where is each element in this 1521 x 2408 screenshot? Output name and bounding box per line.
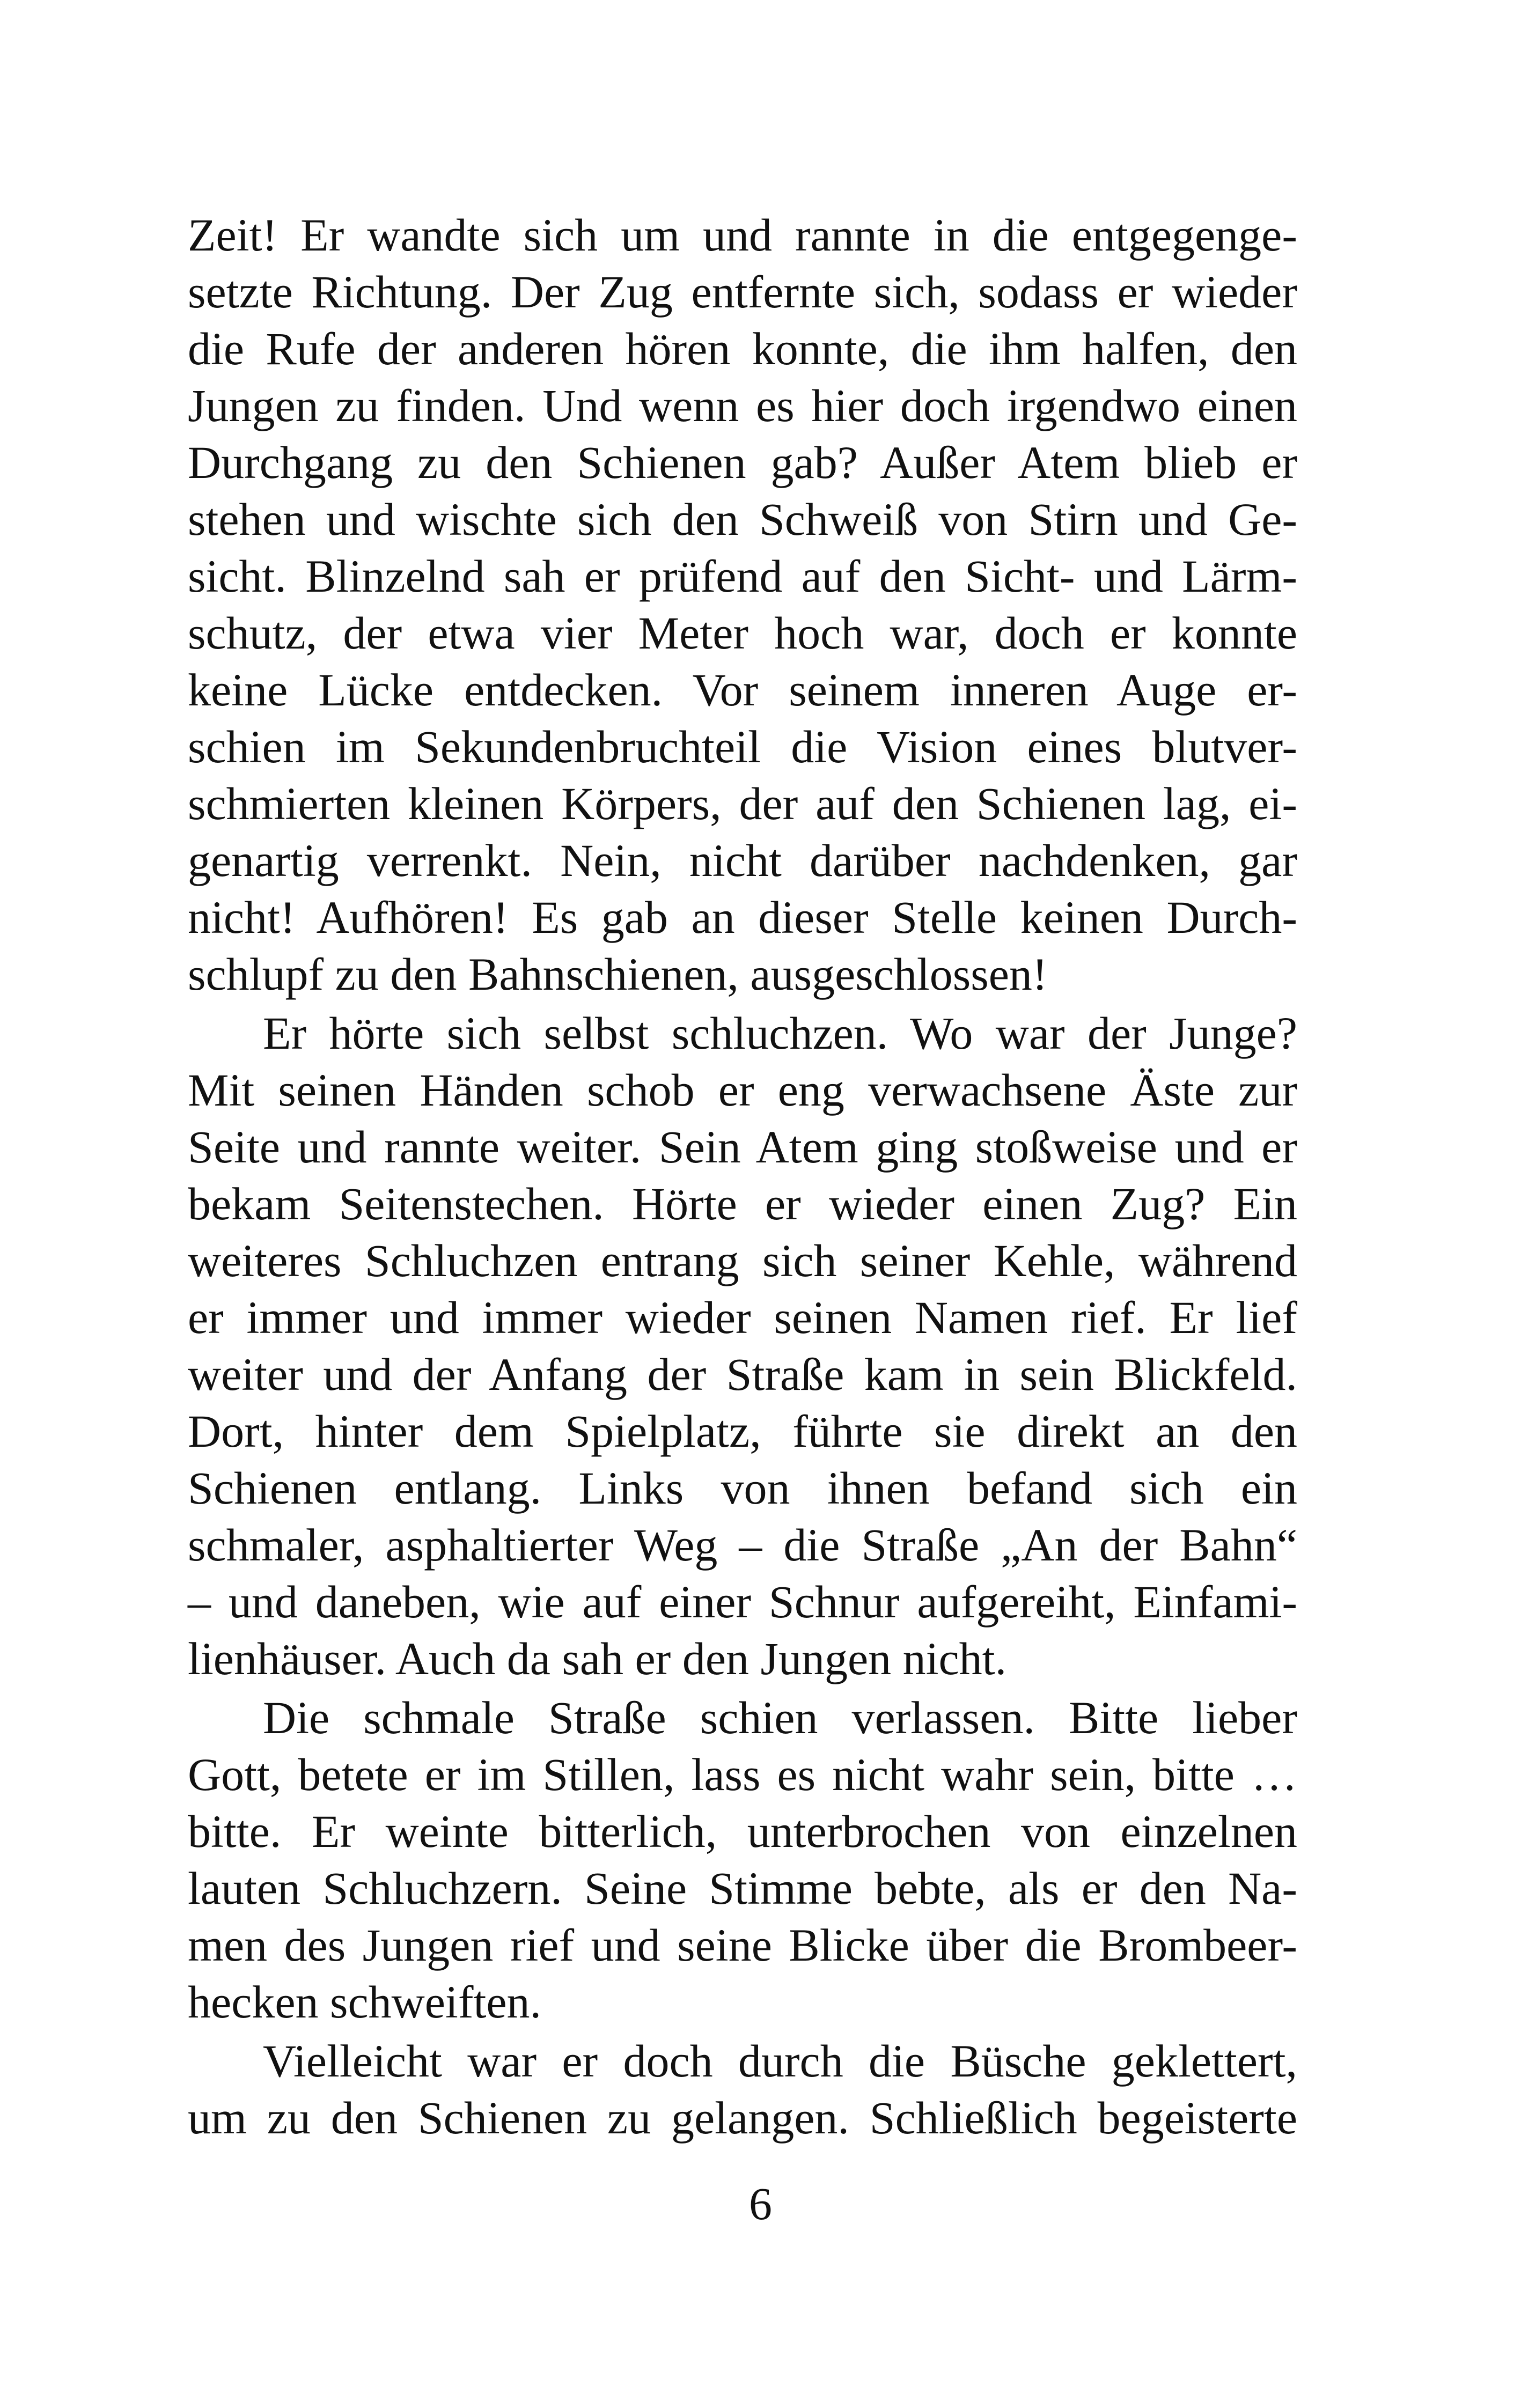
text-line: bekam Seitenstechen. Hörte er wieder einen Zug? Ein [188, 1178, 1297, 1229]
text-line: bitte. Er weinte bitterlich, unterbrochen von einzelnen [188, 1806, 1297, 1857]
text-line: sicht. Blinzelnd sah er prüfend auf den Sicht- und Lärm- [188, 550, 1297, 602]
text-line: Dort, hinter dem Spielplatz, führte sie direkt an den [188, 1405, 1297, 1457]
text-line: – und daneben, wie auf einer Schnur aufgereiht, Einfami- [188, 1576, 1297, 1628]
text-line: setzte Richtung. Der Zug entfernte sich, sodass er wieder [188, 266, 1297, 318]
text-line: er immer und immer wieder seinen Namen rief. Er lief [188, 1292, 1297, 1343]
text-line: die Rufe der anderen hören konnte, die ihm halfen, den [188, 323, 1297, 374]
text-line: schutz, der etwa vier Meter hoch war, doch er konnte [188, 607, 1297, 659]
text-line: schmierten kleinen Körpers, der auf den Schienen lag, ei- [188, 778, 1297, 829]
text-line: Schienen entlang. Links von ihnen befand sich ein [188, 1462, 1297, 1514]
text-line: stehen und wischte sich den Schweiß von Stirn und Ge- [188, 494, 1297, 545]
text-line: schlupf zu den Bahnschienen, ausgeschlossen! [188, 948, 1048, 1000]
text-line: Gott, betete er im Stillen, lass es nicht wahr sein, bitte … [188, 1749, 1297, 1800]
page-number: 6 [749, 2178, 772, 2229]
text-line: Seite und rannte weiter. Sein Atem ging stoßweise und er [188, 1121, 1297, 1173]
text-line: weiteres Schluchzen entrang sich seiner Kehle, während [188, 1235, 1297, 1286]
text-line: nicht! Aufhören! Es gab an dieser Stelle keinen Durch- [188, 892, 1297, 943]
text-line: hecken schweiften. [188, 1976, 542, 2028]
text-line: keine Lücke entdecken. Vor seinem inneren Auge er- [188, 664, 1297, 716]
text-line: weiter und der Anfang der Straße kam in sein Blickfeld. [188, 1349, 1297, 1400]
text-line: schien im Sekundenbruchteil die Vision eines blutver- [188, 721, 1297, 772]
body-text [188, 207, 1297, 2146]
text-line: Zeit! Er wandte sich um und rannte in die entgegenge- [188, 209, 1297, 261]
text-line: men des Jungen rief und seine Blicke über die Brombeer- [188, 1919, 1297, 1971]
text-line: Mit seinen Händen schob er eng verwachsene Äste zur [188, 1064, 1297, 1116]
text-line: lauten Schluchzern. Seine Stimme bebte, als er den Na- [188, 1862, 1297, 1914]
text-line: Die schmale Straße schien verlassen. Bitte lieber [263, 1692, 1297, 1743]
text-line: genartig verrenkt. Nein, nicht darüber nachdenken, gar [188, 835, 1297, 886]
text-line: lienhäuser. Auch da sah er den Jungen nicht. [188, 1633, 1007, 1684]
text-line: Vielleicht war er doch durch die Büsche geklettert, [263, 2035, 1297, 2087]
text-line: um zu den Schienen zu gelangen. Schließlich begeisterte [188, 2092, 1297, 2144]
text-line: schmaler, asphaltierter Weg – die Straße „An der Bahn“ [188, 1519, 1297, 1571]
text-line: Durchgang zu den Schienen gab? Außer Atem blieb er [188, 437, 1297, 488]
text-line: Jungen zu finden. Und wenn es hier doch irgendwo einen [188, 380, 1297, 431]
text-line: Er hörte sich selbst schluchzen. Wo war der Junge? [263, 1007, 1297, 1059]
